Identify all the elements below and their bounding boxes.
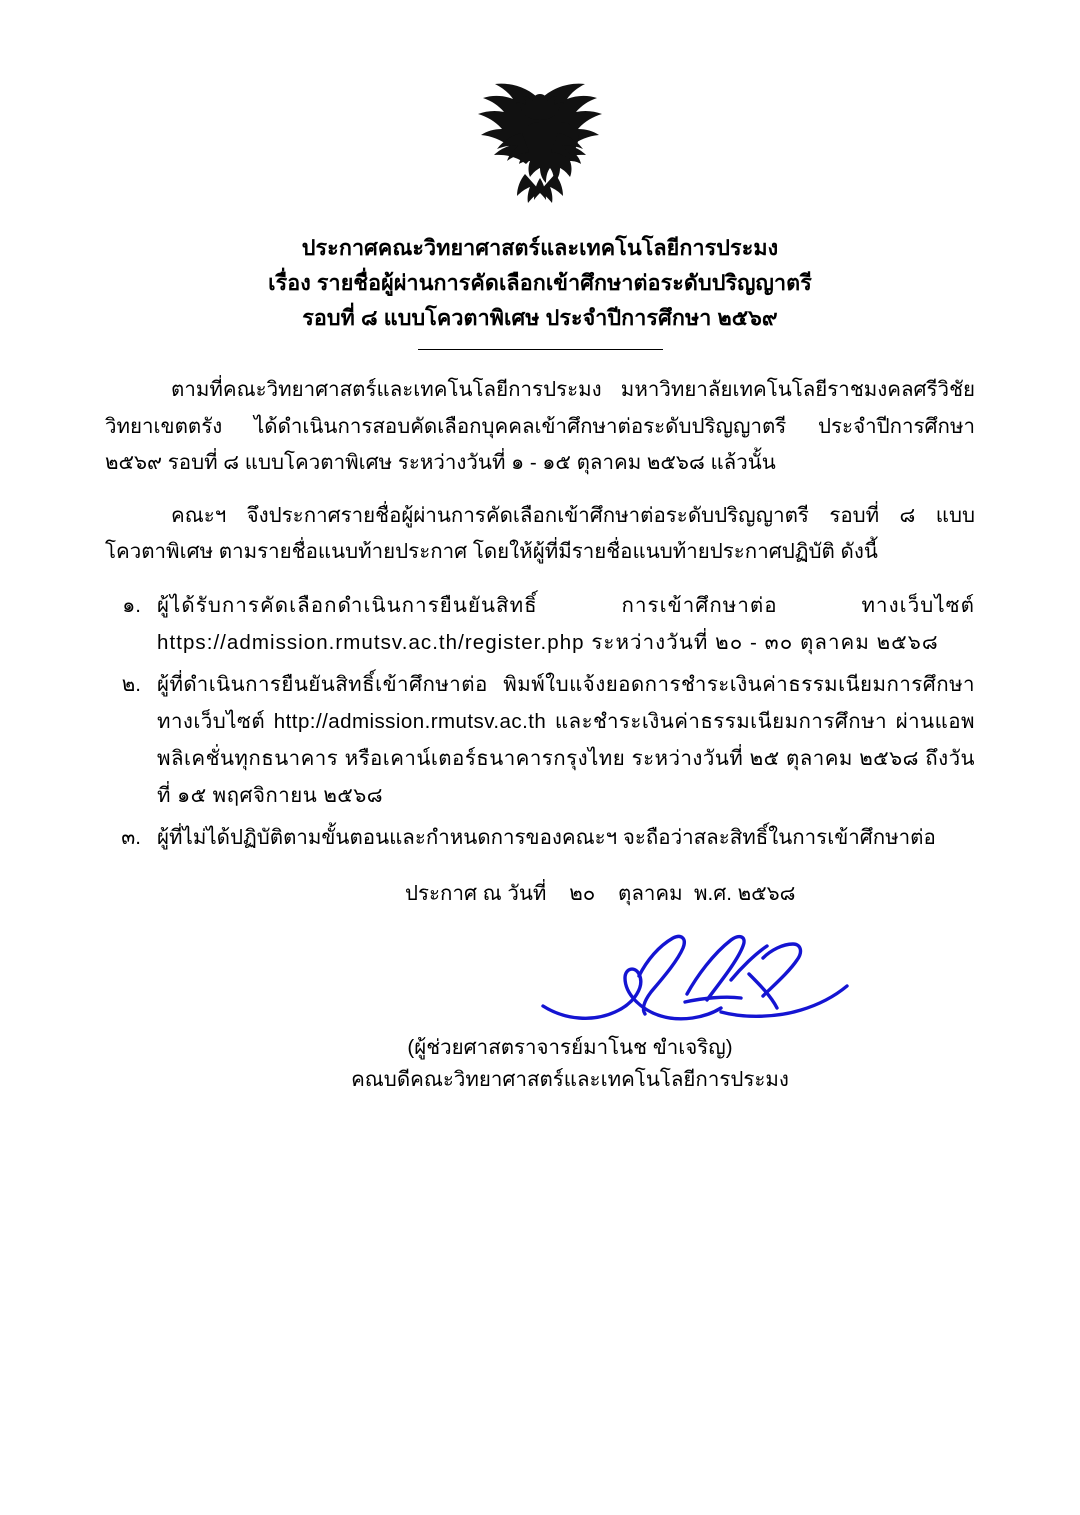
list-item-text: ผู้ได้รับการคัดเลือกดำเนินการยืนยันสิทธิ์ การเข้าศึกษาต่อ ทางเว็บไซต์ https://admission.rmutsv.ac.th/register.php ระหว่างวันที่ ๒๐ - ๓๐ ตุลาคม ๒๕๖๘ [157, 593, 975, 655]
list-item [105, 666, 975, 815]
list-item-number: ๑. [122, 593, 141, 617]
document-heading [105, 231, 975, 335]
list-item-number: ๒. [121, 672, 141, 696]
list-item-text: ผู้ที่ไม่ได้ปฏิบัติตามขั้นตอนและกำหนดการของคณะฯ จะถือว่าสละสิทธิ์ในการเข้าศึกษาต่อ [157, 825, 936, 849]
paragraph-1: ตามที่คณะวิทยาศาสตร์และเทคโนโลยีการประมง มหาวิทยาลัยเทคโนโลยีราชมงคลศรีวิชัย วิทยาเขตตรัง ได้ดำเนินการสอบคัดเลือกบุคคลเข้าศึกษาต่อระดับปริญญาตรี ประจำปีการศึกษา ๒๕๖๙ รอบที่ ๘ แบบโควตาพิเศษ ระหว่างวันที่ ๑ - ๑๕ ตุลาคม ๒๕๖๘ แล้วนั้น [105, 378, 975, 475]
heading-divider-container [105, 349, 975, 350]
heading-line-3: รอบที่ ๘ แบบโควตาพิเศษ ประจำปีการศึกษา ๒๕๖๙ [302, 305, 778, 330]
paragraph-2: คณะฯ จึงประกาศรายชื่อผู้ผ่านการคัดเลือกเข้าศึกษาต่อระดับปริญญาตรี รอบที่ ๘ แบบโควตาพิเศษ ตามรายชื่อแนบท้ายประกาศ โดยให้ผู้ที่มีรายชื่อแนบท้ายประกาศปฏิบัติ ดังนี้ [105, 503, 975, 564]
document-body [105, 372, 975, 1092]
handwritten-signature [535, 928, 855, 1038]
list-item-text: ผู้ที่ดำเนินการยืนยันสิทธิ์เข้าศึกษาต่อ พิมพ์ใบแจ้งยอดการชำระเงินค่าธรรมเนียมการศึกษา ทางเว็บไซต์ http://admission.rmutsv.ac.th และชำระเงินค่าธรรมเนียมการศึกษา ผ่านแอพพลิเคชั่นทุกธนาคาร หรือเคาน์เตอร์ธนาคารกรุงไทย ระหว่างวันที่ ๒๕ ตุลาคม ๒๕๖๘ ถึงวันที่ ๑๕ พฤศจิกายน ๒๕๖๘ [157, 672, 975, 808]
list-item-number: ๓. [121, 825, 141, 849]
emblem-container [105, 0, 975, 213]
garuda-emblem-icon [465, 78, 615, 213]
heading-line-1: ประกาศคณะวิทยาศาสตร์และเทคโนโลยีการประมง [301, 236, 779, 260]
signatory-name: (ผู้ช่วยศาสตราจารย์มาโนช ขำเจริญ) [407, 1036, 733, 1060]
list-item [105, 587, 975, 662]
announcement-date-line: ประกาศ ณ วันที่ ๒๐ ตุลาคม พ.ศ. ๒๕๖๘ [405, 881, 796, 905]
heading-line-2: เรื่อง รายชื่อผู้ผ่านการคัดเลือกเข้าศึกษาต่อระดับปริญญาตรี [268, 270, 812, 295]
signature-block [105, 922, 975, 1092]
list-item [105, 819, 975, 856]
instruction-list [105, 587, 975, 856]
signatory-role: คณบดีคณะวิทยาศาสตร์และเทคโนโลยีการประมง [351, 1068, 789, 1092]
horizontal-rule [418, 349, 663, 350]
